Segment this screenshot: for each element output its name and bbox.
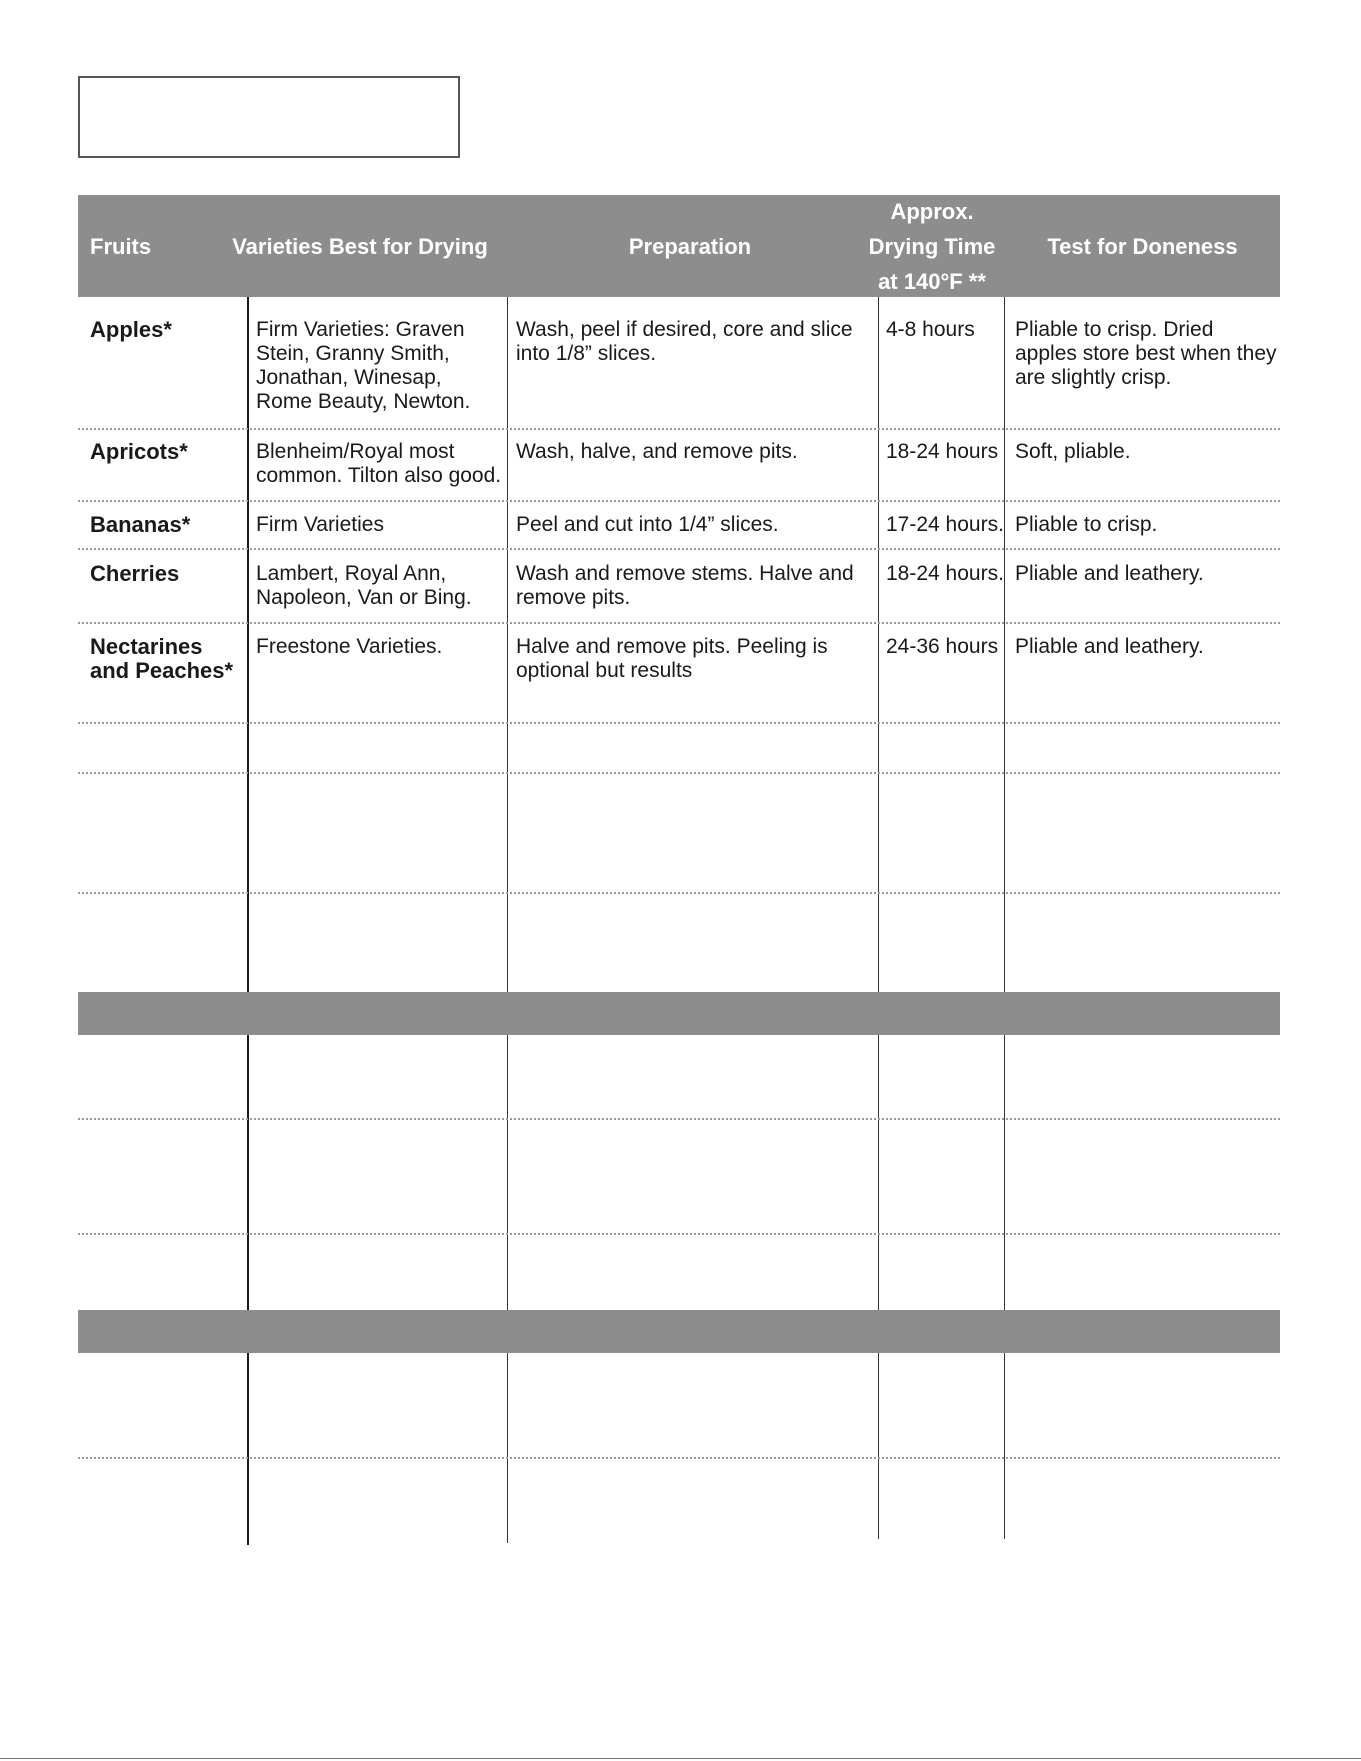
table-row-fruit: Apricots* [90,439,188,464]
table-row-preparation: Wash, peel if desired, core and slice into 1/8” slices. [516,318,853,365]
column-rule [878,1353,879,1539]
column-rule [507,1035,508,1310]
column-rule [1004,1035,1005,1310]
table-row-doneness: Soft, pliable. [1015,440,1131,463]
column-rule [247,1353,249,1545]
section-band [78,1310,1280,1353]
table-row-varieties: Blenheim/Royal most common. Tilton also good. [256,440,502,487]
table-row-fruit: Bananas* [90,512,191,537]
header-fruits: Fruits [90,234,152,259]
header-preparation: Preparation [628,234,752,259]
table-row-fruit: Cherries [90,561,180,586]
row-separator [78,622,1280,624]
section-band [78,992,1280,1035]
column-rule [247,297,249,992]
page-bottom-rule [0,1758,1361,1759]
table-row-time: 24-36 hours [886,635,999,658]
row-separator [78,1457,1280,1459]
title-box [78,76,460,158]
table-row-time: 4-8 hours [886,318,975,341]
column-rule [1004,297,1005,992]
column-rule [247,1035,249,1310]
table-row-time: 17-24 hours. [886,513,1004,536]
table-row-doneness: Pliable and leathery. [1015,562,1204,585]
column-rule [507,1353,508,1543]
table-row-fruit: Nectarines and Peaches* [90,634,234,683]
row-separator [78,548,1280,550]
row-separator [78,722,1280,724]
table-row-doneness: Pliable to crisp. Dried apples store best when they are slightly crisp. [1015,318,1277,389]
table-row-preparation: Wash, halve, and remove pits. [516,440,798,463]
row-separator [78,1233,1280,1235]
table-row-varieties: Firm Varieties: Graven Stein, Granny Smith, Jonathan, Winesap, Rome Beauty, Newton. [256,318,471,413]
header-drying-time: Approx. Drying Time at 140°F ** [868,199,996,294]
table-row-varieties: Firm Varieties [256,513,384,536]
column-rule [1004,1353,1005,1539]
table-row-preparation: Wash and remove stems. Halve and remove pits. [516,562,854,609]
column-rule [878,1035,879,1310]
table-row-preparation: Peel and cut into 1/4” slices. [516,513,779,536]
column-rule [878,297,879,992]
table-row-doneness: Pliable to crisp. [1015,513,1158,536]
table-row-fruit: Apples* [90,317,172,342]
header-doneness: Test for Doneness [1047,234,1238,259]
row-separator [78,428,1280,430]
table-row-time: 18-24 hours [886,440,999,463]
table-row-varieties: Freestone Varieties. [256,635,443,658]
row-separator [78,1118,1280,1120]
row-separator [78,500,1280,502]
table-row-time: 18-24 hours. [886,562,1004,585]
table-row-varieties: Lambert, Royal Ann, Napoleon, Van or Bing. [256,562,472,609]
row-separator [78,892,1280,894]
column-rule [507,297,508,992]
table-row-doneness: Pliable and leathery. [1015,635,1204,658]
table-row-preparation: Halve and remove pits. Peeling is optional but results [516,635,828,682]
row-separator [78,772,1280,774]
header-varieties: Varieties Best for Drying [232,234,488,259]
